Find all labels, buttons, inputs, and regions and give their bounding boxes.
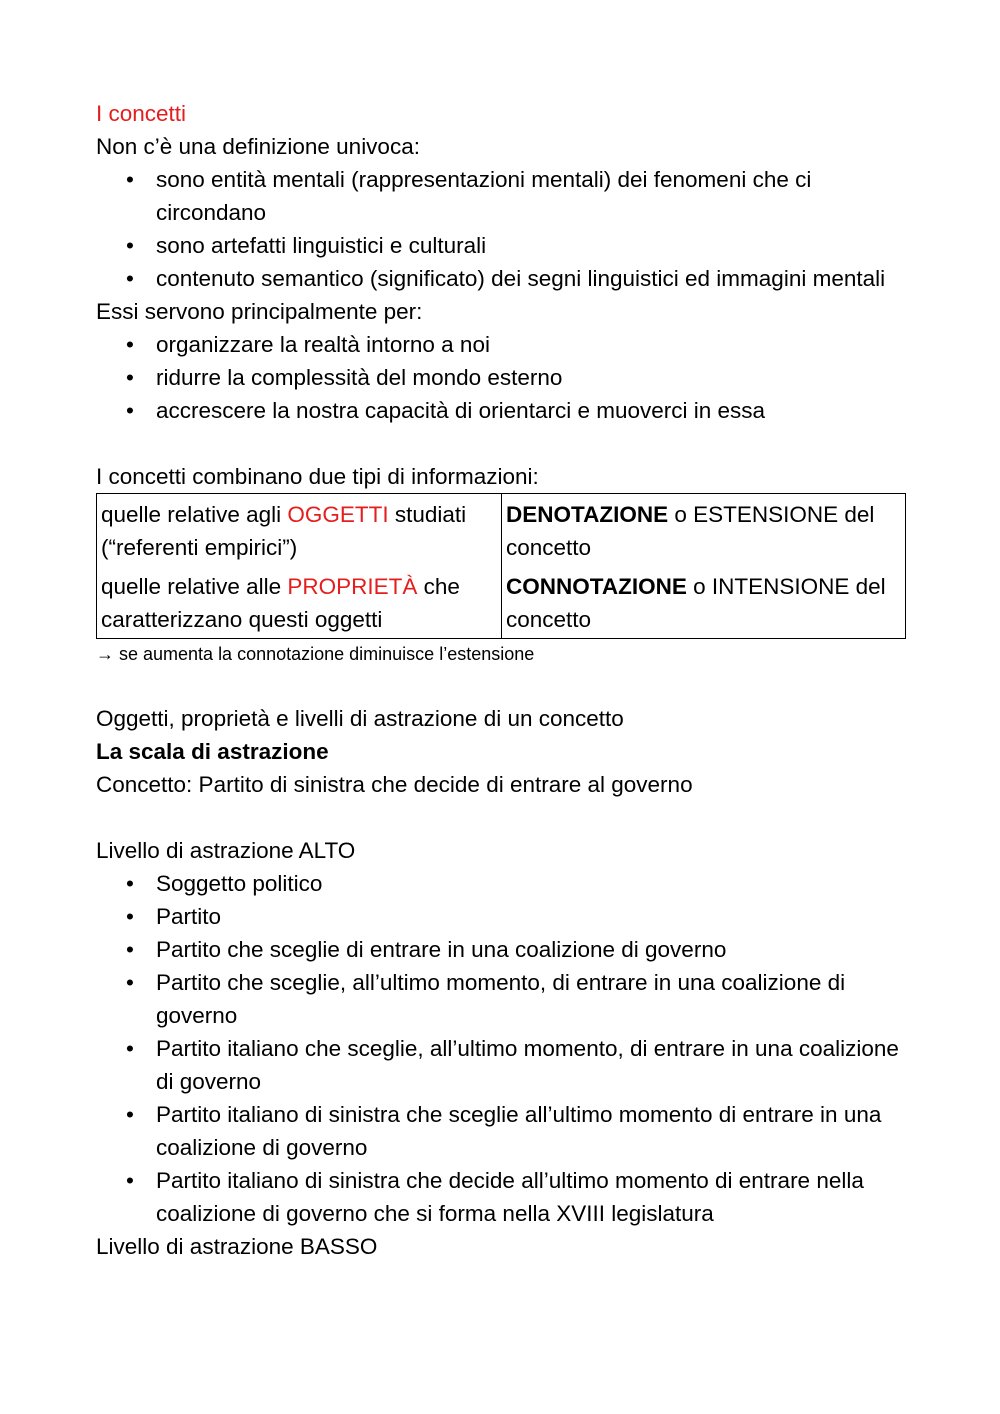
arrow-note: → se aumenta la connotazione diminuisce l’estensione xyxy=(96,644,535,664)
list-item: • Partito italiano che sceglie, all’ultimo momento, di entrare in una coalizione di governo xyxy=(96,1032,916,1098)
bullet-icon: • xyxy=(126,398,134,423)
abstraction-low-label: Livello di astrazione BASSO xyxy=(96,1234,378,1259)
table-cell-objects: quelle relative agli OGGETTI studiati (“referenti empirici”) xyxy=(97,494,502,567)
bullet-icon: • xyxy=(126,1036,134,1061)
list-item: • Partito italiano di sinistra che decide all’ultimo momento di entrare nella coalizione di governo che si forma nella XVIII legislatura xyxy=(96,1164,916,1230)
bullet-icon: • xyxy=(126,365,134,390)
bullet-icon: • xyxy=(126,233,134,258)
list-item: • sono entità mentali (rappresentazioni mentali) dei fenomeni che ci circondano xyxy=(96,163,916,229)
list-item: • Partito xyxy=(96,900,916,933)
table-row xyxy=(97,566,906,639)
bullet-icon: • xyxy=(126,167,134,192)
table-cell-properties: quelle relative alle PROPRIETÀ che caratterizzano questi oggetti xyxy=(97,566,502,639)
spacer xyxy=(96,427,916,460)
bullet-icon: • xyxy=(126,1102,134,1127)
list-item: • Soggetto politico xyxy=(96,867,916,900)
bullet-icon: • xyxy=(126,1168,134,1193)
table-row xyxy=(97,494,906,567)
highlight-objects: OGGETTI xyxy=(287,502,389,527)
list-item: • Partito che sceglie, all’ultimo momento, di entrare in una coalizione di governo xyxy=(96,966,916,1032)
list-item: • contenuto semantico (significato) dei segni linguistici ed immagini mentali xyxy=(96,262,916,295)
table-cell-denotation: DENOTAZIONE o ESTENSIONE del concetto xyxy=(502,494,906,567)
concept-line: Concetto: Partito di sinistra che decide di entrare al governo xyxy=(96,772,693,797)
bullet-icon: • xyxy=(126,970,134,995)
list-item: • sono artefatti linguistici e culturali xyxy=(96,229,916,262)
section-title: I concetti xyxy=(96,101,187,126)
document-page xyxy=(96,97,916,1263)
abstraction-high-label: Livello di astrazione ALTO xyxy=(96,838,356,863)
table-cell-connotation: CONNOTAZIONE o INTENSIONE del concetto xyxy=(502,566,906,639)
bullet-icon: • xyxy=(126,266,134,291)
list-item: • accrescere la nostra capacità di orientarci e muoverci in essa xyxy=(96,394,916,427)
concept-info-table xyxy=(96,493,906,639)
bullet-icon: • xyxy=(126,937,134,962)
definitions-intro: Non c’è una definizione univoca: xyxy=(96,134,420,159)
spacer xyxy=(96,801,916,834)
list-item: • Partito che sceglie di entrare in una coalizione di governo xyxy=(96,933,916,966)
bullet-icon: • xyxy=(126,332,134,357)
purposes-intro: Essi servono principalmente per: xyxy=(96,299,423,324)
list-item: • Partito italiano di sinistra che sceglie all’ultimo momento di entrare in una coalizione di governo xyxy=(96,1098,916,1164)
definitions-list xyxy=(96,163,916,295)
list-item: • ridurre la complessità del mondo esterno xyxy=(96,361,916,394)
section-heading: Oggetti, proprietà e livelli di astrazione di un concetto xyxy=(96,706,624,731)
list-item: • organizzare la realtà intorno a noi xyxy=(96,328,916,361)
bullet-icon: • xyxy=(126,904,134,929)
spacer xyxy=(96,669,916,702)
purposes-list xyxy=(96,328,916,427)
section-subheading: La scala di astrazione xyxy=(96,739,329,764)
table-intro: I concetti combinano due tipi di informazioni: xyxy=(96,464,539,489)
abstraction-levels-list xyxy=(96,867,916,1230)
bullet-icon: • xyxy=(126,871,134,896)
highlight-properties: PROPRIETÀ xyxy=(287,574,418,599)
